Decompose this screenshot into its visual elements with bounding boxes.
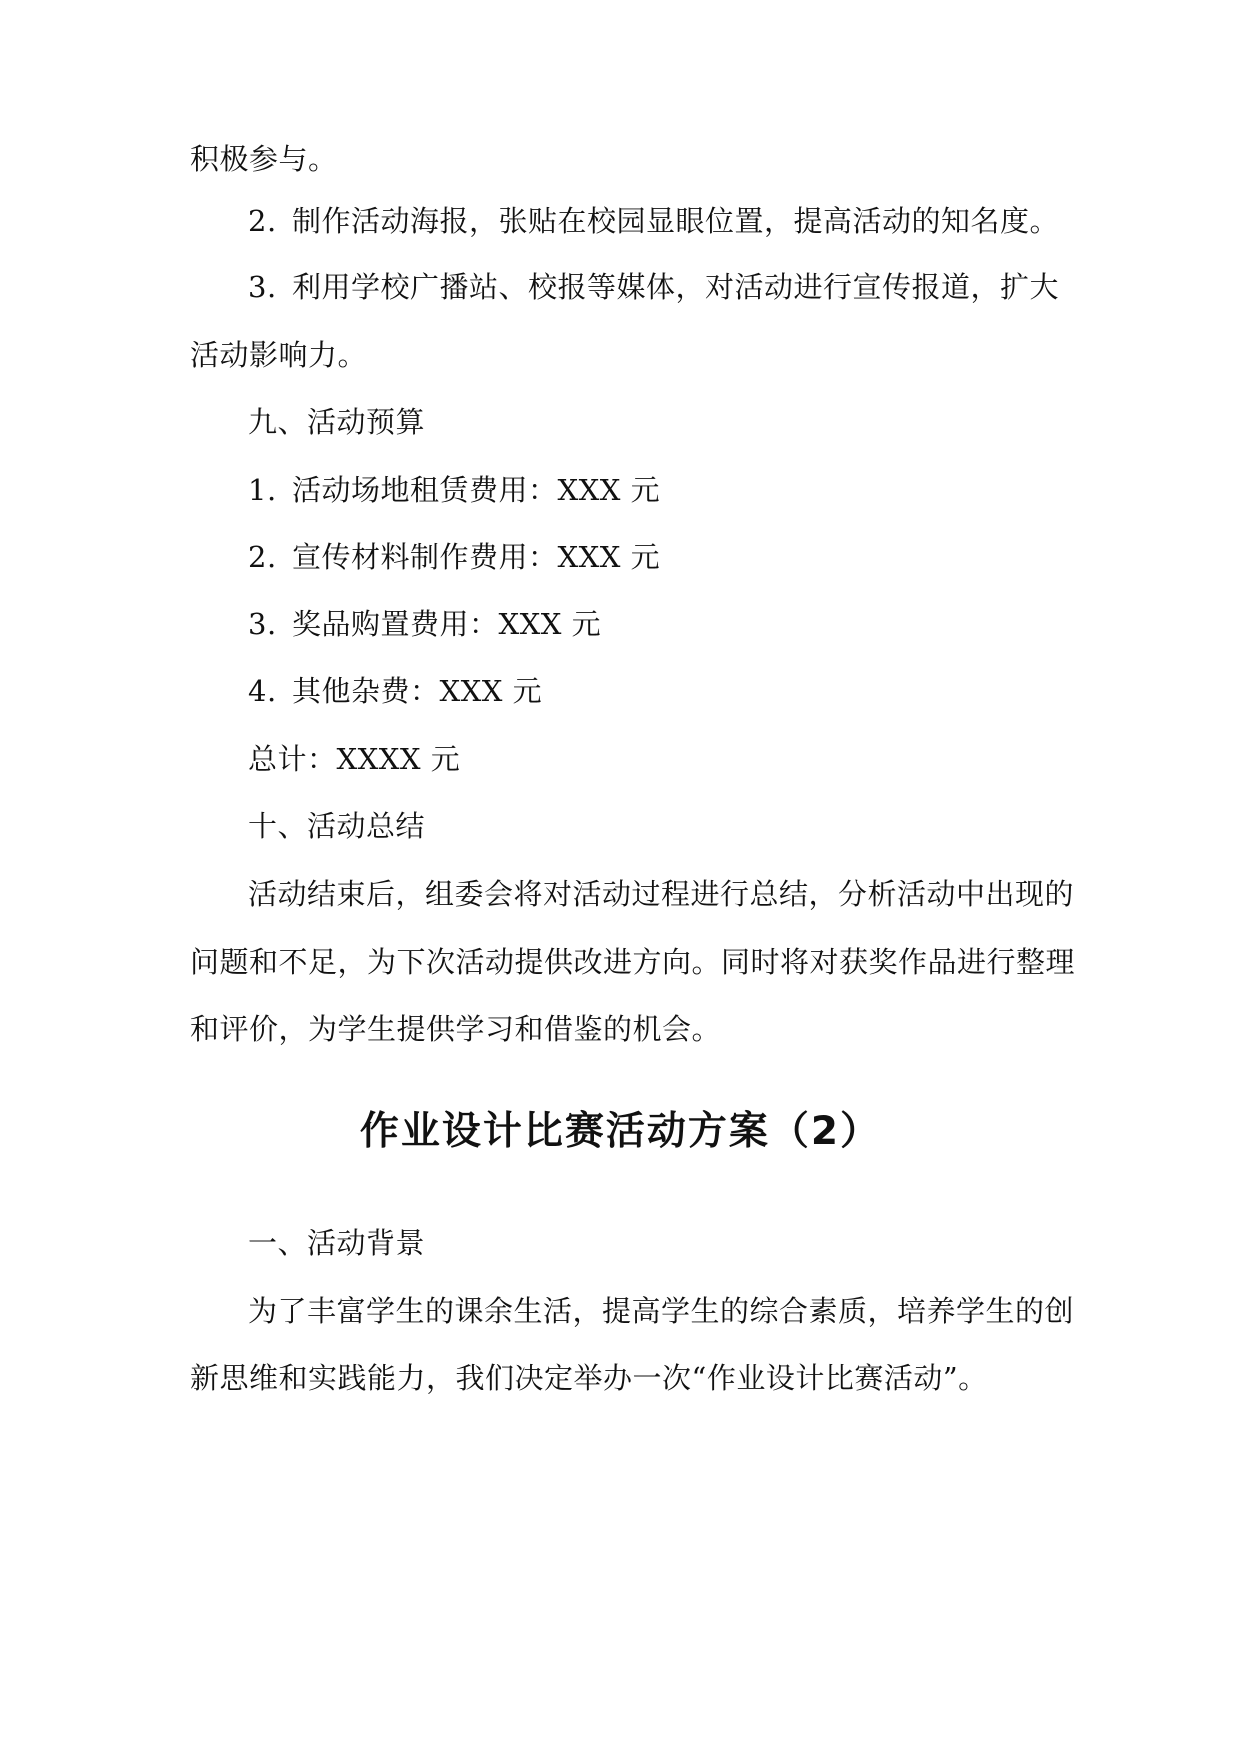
budget-item-4	[248, 672, 1060, 710]
list-number: 3.	[248, 607, 277, 641]
document-title: 作业设计比赛活动方案（2）	[359, 1109, 882, 1154]
heading-text: 一、活动背景	[248, 1226, 426, 1260]
list-number: 1.	[248, 473, 277, 507]
section-heading-budget	[248, 403, 1060, 441]
budget-total	[248, 740, 1060, 778]
budget-item-2	[248, 538, 1060, 576]
text: 问题和不足，为下次活动提供改进方向。同时将对获奖作品进行整理	[190, 945, 1076, 979]
list-text: 其他杂费：XXX 元	[292, 674, 543, 708]
heading-text: 九、活动预算	[248, 405, 426, 439]
list-item-promo-3	[248, 268, 1060, 306]
paragraph-line	[190, 943, 1076, 981]
list-number: 2.	[248, 540, 277, 574]
section-heading-background	[248, 1224, 1060, 1262]
paragraph-line	[248, 875, 1075, 913]
list-text: 利用学校广播站、校报等媒体，对活动进行宣传报道，扩大	[292, 270, 1060, 304]
budget-item-1	[248, 471, 1060, 509]
text: 新思维和实践能力，我们决定举办一次“作业设计比赛活动”。	[190, 1361, 988, 1395]
list-text: 奖品购置费用：XXX 元	[292, 607, 602, 641]
text: 为了丰富学生的课余生活，提高学生的综合素质，培养学生的创	[248, 1294, 1075, 1328]
list-item-promo-2	[248, 202, 1060, 240]
list-text: 宣传材料制作费用：XXX 元	[292, 540, 661, 574]
text: 和评价，为学生提供学习和借鉴的机会。	[190, 1012, 722, 1046]
text: 活动结束后，组委会将对活动过程进行总结，分析活动中出现的	[248, 877, 1075, 911]
list-number: 4.	[248, 674, 277, 708]
text: 积极参与。	[190, 142, 338, 176]
paragraph-line	[190, 1010, 1060, 1048]
heading-text: 十、活动总结	[248, 809, 426, 843]
paragraph-line	[248, 1292, 1075, 1330]
paragraph-line	[190, 336, 1060, 374]
list-text: 活动场地租赁费用：XXX 元	[292, 473, 661, 507]
list-number: 2.	[248, 204, 277, 238]
text: 总计：XXXX 元	[248, 742, 461, 776]
budget-item-3	[248, 605, 1060, 643]
paragraph-line	[190, 1359, 1060, 1397]
list-number: 3.	[248, 270, 277, 304]
text: 活动影响力。	[190, 338, 368, 372]
section-heading-summary	[248, 807, 1060, 845]
paragraph-line	[190, 140, 1060, 178]
list-text: 制作活动海报，张贴在校园显眼位置，提高活动的知名度。	[292, 204, 1060, 238]
